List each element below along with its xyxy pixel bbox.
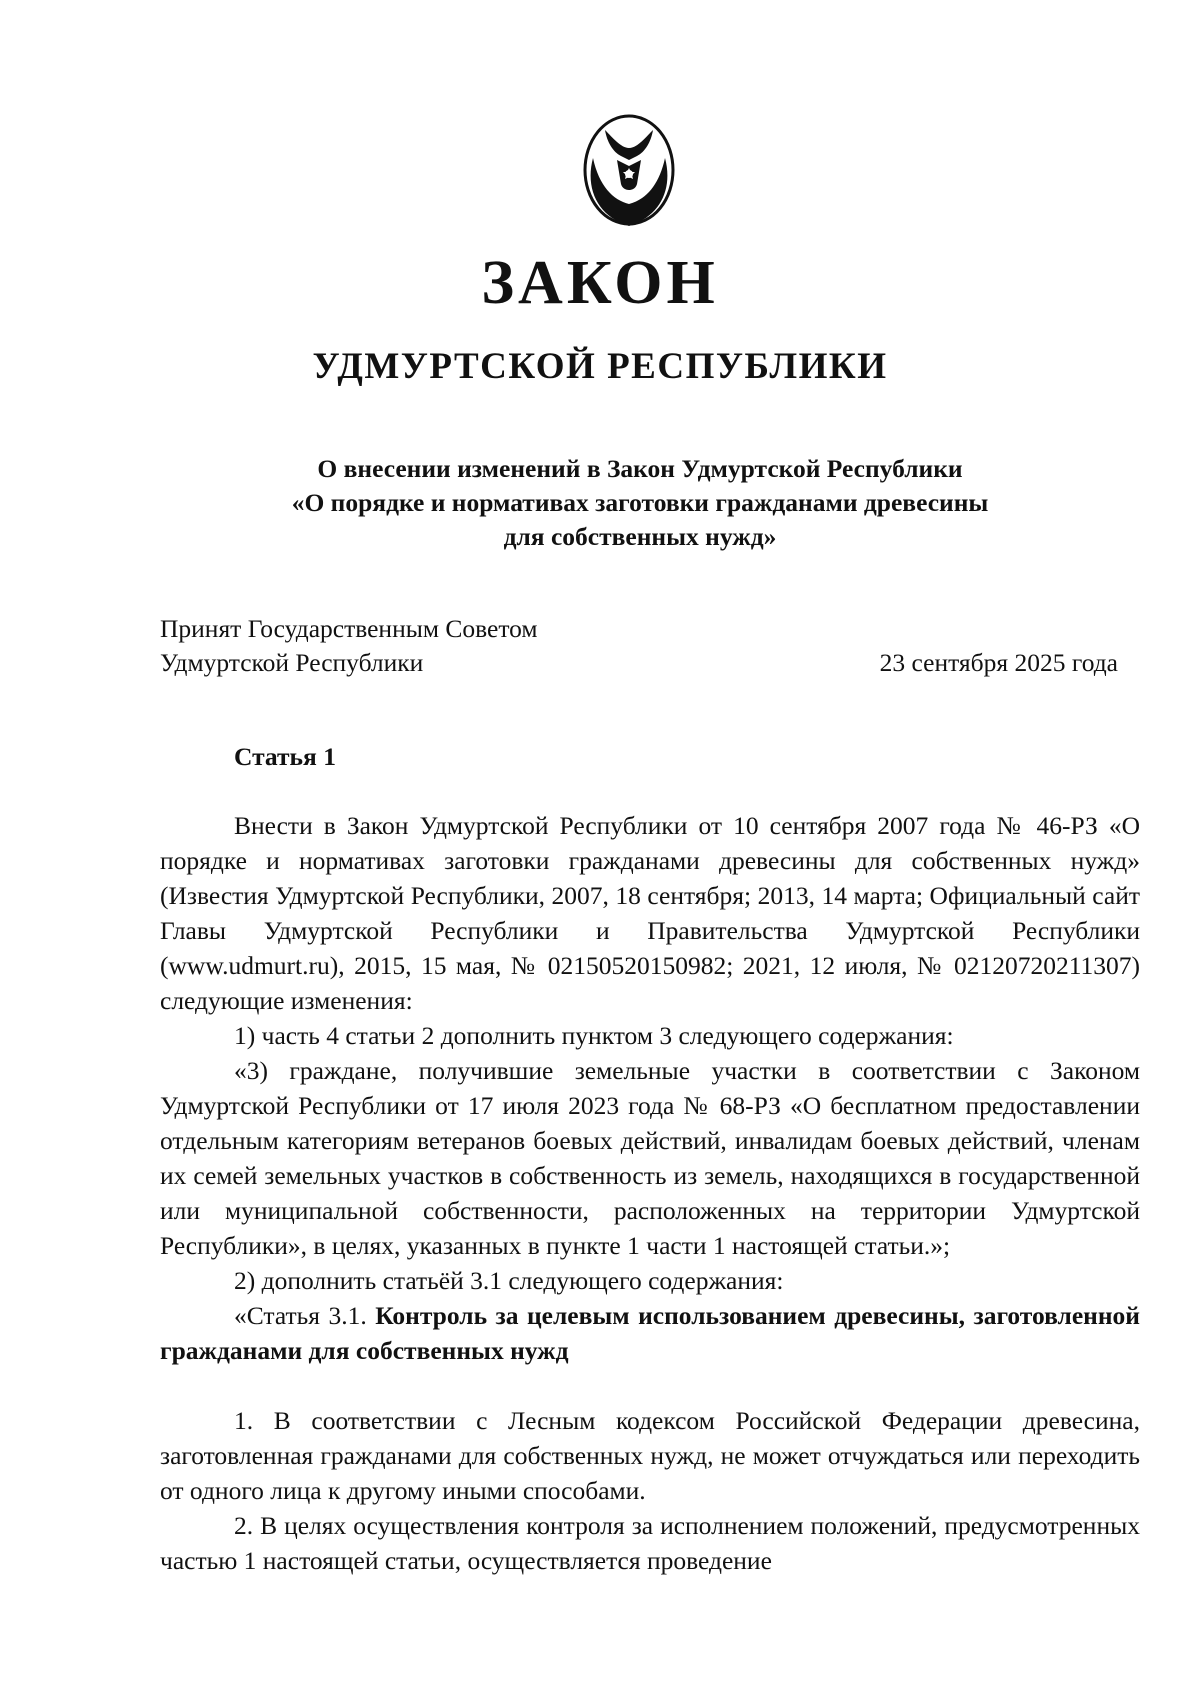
article-title: Статья 1: [234, 742, 336, 771]
article-3-1-heading: [160, 1298, 1140, 1368]
paragraph: 2) дополнить статьёй 3.1 следующего содержания:: [234, 1266, 784, 1295]
coat-of-arms-emblem: [575, 108, 683, 230]
paragraph: 1. В соответствии с Лесным кодексом Российской Федерации древесина, заготовленная гражданами для собственных нужд, не может отчуждаться или переходить от одного лица к другому иными способами.: [160, 1406, 1140, 1505]
article-3-1-body: [160, 1403, 1140, 1578]
paragraph: «3) граждане, получившие земельные участки в соответствии с Законом Удмуртской Республики от 17 июля 2023 года № 68-РЗ «О бесплатном предоставлении отдельным категориям ветеранов боевых действий, инвалидам боевых действий, членам их семей земельных участков в собственность из земель, находящихся в государственной или муниципальной собственности, расположенных на территории Удмуртской Республики», в целях, указанных в пункте 1 части 1 настоящей статьи.»;: [160, 1056, 1140, 1260]
adoption-date: 23 сентября 2025 года: [879, 648, 1118, 677]
paragraph: 1) часть 4 статьи 2 дополнить пунктом 3 следующего содержания:: [234, 1021, 954, 1050]
law-subtitle: УДМУРТСКОЙ РЕСПУБЛИКИ: [312, 346, 888, 387]
article-3-1-title: Контроль за целевым использованием древесины, заготовленной гражданами для собственных нужд: [160, 1301, 1141, 1365]
heading-line: О внесении изменений в Закон Удмуртской Республики: [317, 454, 963, 483]
law-title: ЗАКОН: [481, 249, 719, 317]
paragraph: 2. В целях осуществления контроля за исполнением положений, предусмотренных частью 1 настоящей статьи, осуществляется проведение: [160, 1511, 1140, 1575]
law-heading: [160, 452, 1120, 554]
article-3-1-prefix: «Статья 3.1.: [234, 1301, 367, 1330]
heading-line: «О порядке и нормативах заготовки гражданами древесины: [291, 488, 989, 517]
adopted-by: [160, 612, 538, 680]
adopted-line: Принят Государственным Советом: [160, 614, 538, 643]
adopted-line: Удмуртской Республики: [160, 648, 424, 677]
heading-line: для собственных нужд»: [503, 522, 777, 551]
paragraph: Внести в Закон Удмуртской Республики от 10 сентября 2007 года № 46-РЗ «О порядке и нормативах заготовки гражданами древесины для собственных нужд» (Известия Удмуртской Республики, 2007, 18 сентября; 2013, 14 марта; Официальный сайт Главы Удмуртской Республики и Правительства Удмуртской Республики (www.udmurt.ru), 2015, 15 мая, № 02150520150982; 2021, 12 июля, № 02120720211307) следующие изменения:: [160, 811, 1140, 1015]
article-body: [160, 808, 1140, 1368]
